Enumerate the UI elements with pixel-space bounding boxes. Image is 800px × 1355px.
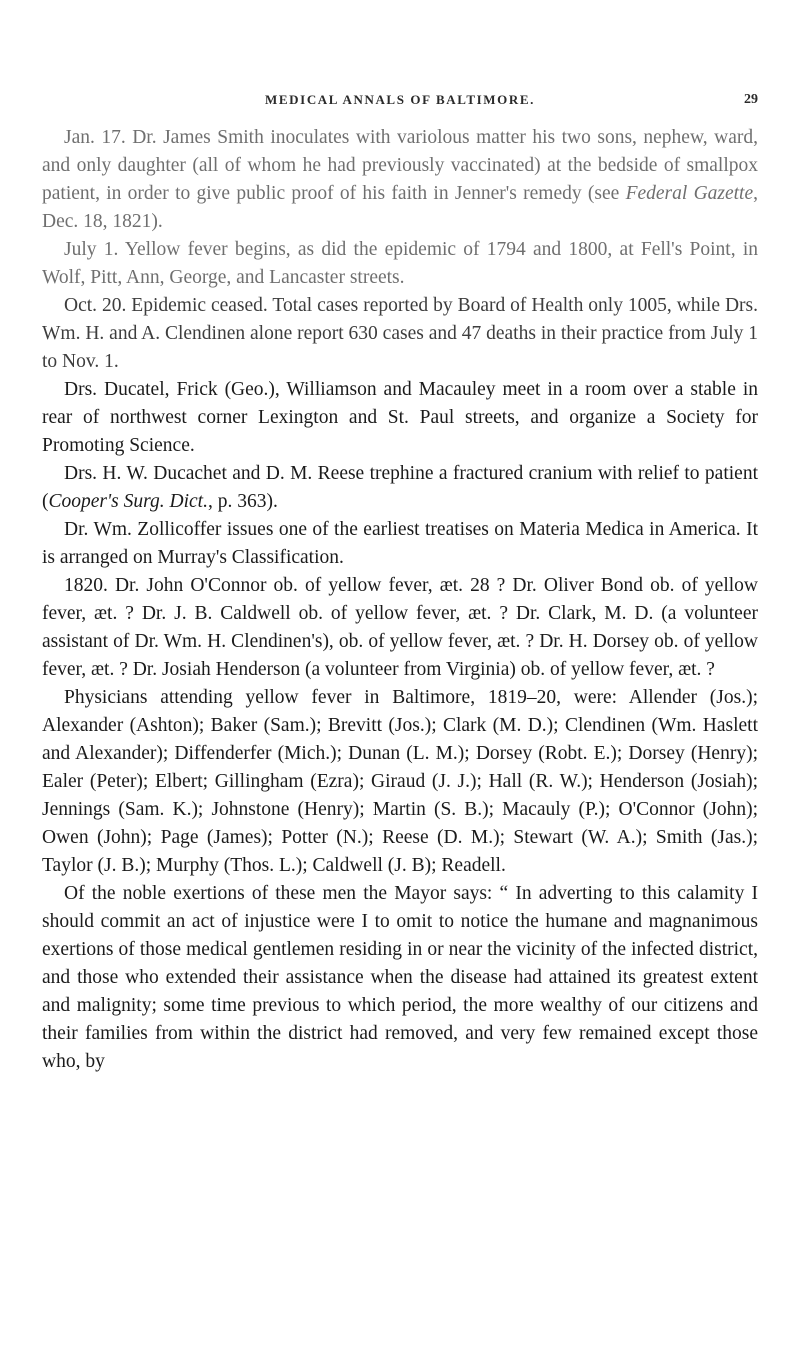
running-head	[42, 92, 758, 116]
entry-science-society	[42, 376, 758, 460]
entry-text: Dr. Wm. Zollicoffer issues one of the earliest treatises on Materia Medica in America. It is arranged on Murray's Classification.	[42, 519, 758, 568]
entry-text: Drs. H. W. Ducachet and D. M. Reese trephine a fractured cranium with relief to patient (	[42, 463, 758, 512]
entry-jan-17	[42, 124, 758, 236]
entry-physicians-list	[42, 684, 758, 880]
body-text	[42, 124, 758, 1076]
page-number: 29	[744, 92, 758, 107]
entry-text: Of the noble exertions of these men the Mayor says: “ In adverting to this calamity I should commit an act of injustice were I to omit to notice the humane and magnanimous exertions of those medical gentlemen residing in or near the vicinity of the infected district, and those who extended their assistance when the disease had attained its greatest extent and malignity; some time previous to which period, the more wealthy of our citizens and their families from within the district had removed, and very few remained except those who, by	[42, 883, 758, 1072]
running-title: MEDICAL ANNALS OF BALTIMORE.	[265, 92, 535, 107]
entry-zollicoffer	[42, 516, 758, 572]
entry-text: Dr. James Smith inoculates with variolous matter his two sons, nephew, ward, and only daughter (all of whom he had previously vaccinated) at the bedside of smallpox patient, in order to give public proof of his faith in Jenner's remedy (see	[42, 127, 758, 204]
entry-oct-20	[42, 292, 758, 376]
source-citation: Cooper's Surg. Dict.	[48, 491, 208, 512]
entry-trephine	[42, 460, 758, 516]
entry-date: Jan. 17.	[64, 127, 126, 148]
entry-date: Oct. 20.	[64, 295, 127, 316]
entry-text: Physicians attending yellow fever in Baltimore, 1819–20, were: Allender (Jos.); Alexander (Ashton); Baker (Sam.); Brevitt (Jos.); Clark (M. D.); Clendinen (Wm. Haslett and Alexander); Diffenderfer (Mich.); Dunan (L. M.); Dorsey (Robt. E.); Dorsey (Henry); Ealer (Peter); Elbert; Gillingham (Ezra); Giraud (J. J.); Hall (R. W.); Henderson (Josiah); Jennings (Sam. K.); Johnstone (Henry); Martin (S. B.); Macauly (P.); O'Connor (John); Owen (John); Page (James); Potter (N.); Reese (D. M.); Stewart (W. A.); Smith (Jas.); Taylor (J. B.); Murphy (Thos. L.); Caldwell (J. B); Readell.	[42, 687, 758, 876]
entry-text: , Dec. 18, 1821).	[42, 183, 759, 232]
entry-text: , p. 363).	[207, 491, 278, 512]
entry-mayor-quote	[42, 880, 758, 1076]
entry-text: Drs. Ducatel, Frick (Geo.), Williamson and Macauley meet in a room over a stable in rear of northwest corner Lexington and St. Paul streets, and organize a Society for Promoting Science.	[42, 379, 758, 456]
entry-july-1	[42, 236, 758, 292]
entry-date: July 1.	[64, 239, 119, 260]
entry-text: Yellow fever begins, as did the epidemic of 1794 and 1800, at Fell's Point, in Wolf, Pitt, Ann, George, and Lancaster streets.	[42, 239, 758, 288]
source-citation: Federal Gazette	[625, 183, 754, 204]
entry-text: Epidemic ceased. Total cases reported by Board of Health only 1005, while Drs. Wm. H. and A. Clendinen alone report 630 cases and 47 deaths in their practice from July 1 to Nov. 1.	[42, 295, 759, 372]
entry-1820-deaths	[42, 572, 758, 684]
entry-text: 1820. Dr. John O'Connor ob. of yellow fever, æt. 28 ? Dr. Oliver Bond ob. of yellow fever, æt. ? Dr. J. B. Caldwell ob. of yellow fever, æt. ? Dr. Clark, M. D. (a volunteer assistant of Dr. Wm. H. Clendinen's), ob. of yellow fever, æt. ? Dr. H. Dorsey ob. of yellow fever, æt. ? Dr. Josiah Henderson (a volunteer from Virginia) ob. of yellow fever, æt. ?	[42, 575, 758, 680]
